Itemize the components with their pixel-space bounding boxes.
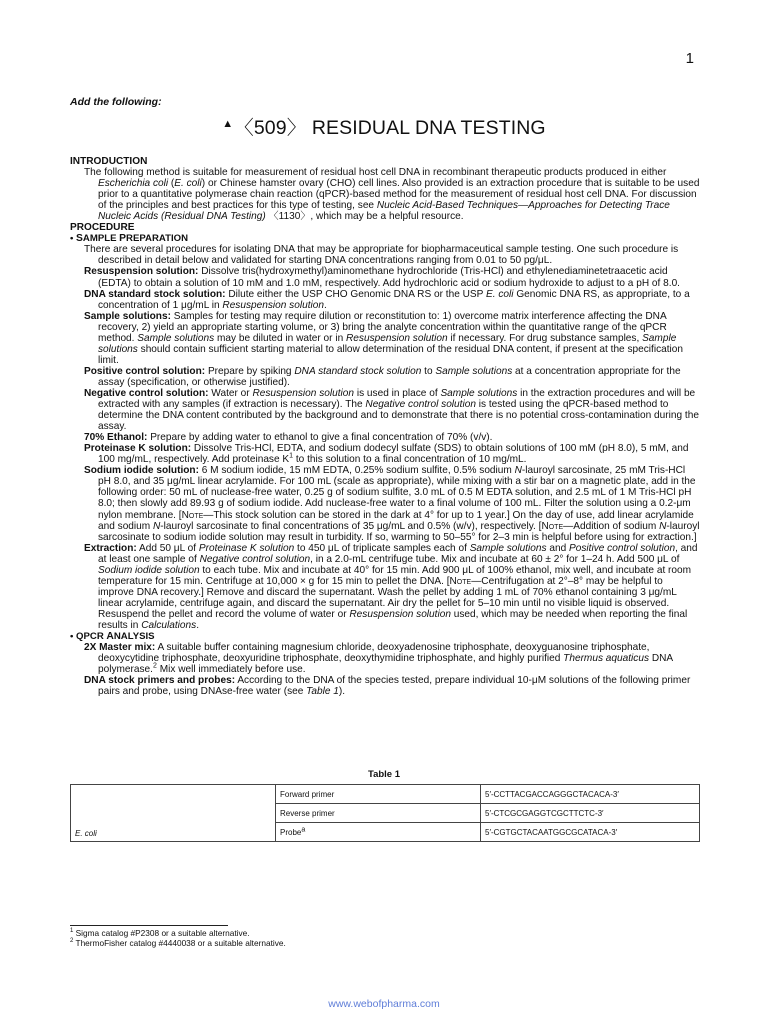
ethanol-solution: 70% Ethanol: Prepare by adding water to ethanol to give a final concentration of 70% (v/v). — [84, 432, 493, 444]
positive-control-solution: Positive control solution: Prepare by spiking DNA standard stock solution to Sample solutions at a concentration appropriate for the assay (specification, or otherwise justified). — [84, 365, 681, 388]
website-link[interactable]: www.webofpharma.com — [328, 998, 440, 1010]
page-number: 1 — [685, 50, 694, 67]
sequence-cell: 5′-CGTGCTACAATGGCGCATACA-3′ — [481, 823, 700, 842]
introduction-heading: INTRODUCTION — [70, 156, 148, 167]
sample-preparation-heading: • SAMPLE PREPARATION — [70, 233, 189, 245]
page-title-text: 〈509〉 RESIDUAL DNA TESTING — [234, 117, 546, 139]
table-caption: Table 1 — [367, 769, 401, 780]
table-footnote-ref: a — [301, 825, 306, 833]
resuspension-solution: Resuspension solution: Dissolve tris(hydroxymethyl)aminomethane hydrochloride (Tris-HCl) and ethylenediaminetetraacetic acid (EDTA) to obtain a solution of 10 mM and 1.0 mM, respectively. Add hydrochloric acid or sodium hydroxide to adjust to a pH of 8.0. — [84, 266, 680, 289]
master-mix: 2X Master mix: A suitable buffer containing magnesium chloride, deoxyadenosine triphosphate, deoxyguanosine triphosphate, deoxycytidine triphosphate, deoxyuridine triphosphate, deoxythymidine triphosphate, and highly purified Thermus aquaticus DNA polymerase.$^2$ Mix well immediately before use. — [84, 642, 673, 676]
sodium-iodide-solution: Sodium iodide solution: 6 M sodium iodide, 15 mM EDTA, 0.25% sodium sulfite, 0.5% sodium N-lauroyl sarcosinate, 25 mM Tris-HCl pH 8.0, and 35 μg/mL linear acrylamide. For 100 mL (scale as appropriate), while mixing with a stir bar on a magnetic plate, add in the following order: 50 mL of nuclease-free water, 0.25 g of sodium sulfite, 3.0 mL of 0.5 M EDTA solution, and 2.5 mL of 1 M Tris-HCl pH 8.0; then slowly add 89.93 g of sodium iodide. Add nuclease-free water to a final volume of 100 mL. Filter the solution using a 0.2-μm nylon membrane. [Note—This stock solution can be stored in the dark at 4° for up to 1 year.] On the day of use, add linear acrylamide and sodium N-lauroyl sarcosinate to final concentrations of 35 μg/mL and 0.5% (w/v), respectively. [Note—Addition of sodium N-lauroyl sarcosinate to sodium iodide solution may result in turbidity. If so, warming to 50–55° for 2–3 min is helpful before using for extraction.] — [84, 465, 700, 543]
dna-standard-stock-solution: DNA standard stock solution: Dilute either the USP CHO Genomic DNA RS or the USP E. coli Genomic DNA RS, as appropriate, to a concentration of 1 μg/mL in Resuspension solution. — [84, 288, 690, 311]
proteinase-k-solution: Proteinase K solution: Dissolve Tris-HCl, EDTA, and sodium dodecyl sulfate (SDS) to obtain solutions of 100 mM (pH 8.0), 5 mM, and 100 mg/mL, respectively. Add proteinase $K^1$ to this solution to a final concentration of 10 mg/mL. — [84, 443, 689, 466]
sequence-cell: 5′-CCTTACGACCAGGGCTACACA-3′ — [481, 785, 700, 804]
primer-label-cell: Reverse primer — [276, 804, 481, 823]
sequence-cell: 5′-CTCGCGAGGTCGCTTCTC-3′ — [481, 804, 700, 823]
footnote-1: $^1$ Sigma catalog #P2308 or a suitable alternative. — [70, 928, 250, 938]
introduction-paragraph: The following method is suitable for measurement of residual host cell DNA in recombinant therapeutic products produced in either Escherichia coli (E. coli) or Chinese hamster ovary (CHO) cell lines. Also provided is an extraction procedure that is suitable to be used prior to a quantitative polymerase chain reaction (qPCR)-based method for the measurement of residual host cell DNA. For discussion of the principles and best practices for this type of testing, see Nucleic Acid-Based Techniques—Approaches for Detecting Trace Nucleic Acids (Residual DNA Testing) 〈1130〉, which may be a helpful resource. — [84, 167, 700, 223]
footnotes — [70, 928, 286, 948]
primer-label-cell: Probe$^a$ — [276, 823, 481, 842]
page-title — [0, 112, 768, 140]
revision-triangle-icon: ▲ — [222, 118, 234, 130]
extraction-procedure: Extraction: Add 50 μL of Proteinase K solution to 450 μL of triplicate samples each of Sample solutions and Positive control solution, and at least one sample of Negative control solution, in a 2.0-mL centrifuge tube. Mix and incubate at 60 ± 2° for 1–24 h. Add 500 μL of Sodium iodide solution to each tube. Mix and incubate at 40° for 15 min. Add 900 μL of 100% ethanol, mix well, and incubate at room temperature for 15 min. Centrifuge at 10,000 × g for 15 min to pellet the DNA. [Note—Centrifugation at 2°–8° may be helpful to improve DNA recovery.] Remove and discard the supernatant. Wash the pellet by adding 1 mL of 70% ethanol containing 3 μg/mL linear acrylamide, centrifuge again, and discard the supernatant. Air dry the pellet for 5–10 min until no visible liquid is observed. Resuspend the pellet and record the volume of water or Resuspension solution used, which may be needed when reporting the final results in Calculations. — [84, 542, 698, 631]
footnote-ref-2: 2 — [152, 662, 157, 670]
qpcr-analysis-heading: • QPCR ANALYSIS — [70, 631, 155, 643]
organism-cell: E. coli — [71, 785, 276, 842]
footnote-ref-1: 1 — [289, 452, 294, 460]
procedure-heading: PROCEDURE — [70, 222, 135, 234]
primer-table — [70, 784, 700, 842]
sample-solutions: Sample solutions: Samples for testing may require dilution or reconstitution to: 1) overcome matrix interference affecting the DNA recovery, 2) yield an appropriate starting volume, or 3) bring the analyte concentration within the quantitative range of the qPCR method. Sample solutions may be diluted in water or in Resuspension solution if necessary. For drug substance samples, Sample solutions should contain sufficient starting material to allow determination of the residual DNA content, if present at the specification limit. — [84, 310, 684, 366]
sample-preparation-intro: There are several procedures for isolating DNA that may be appropriate for biopharmaceutical sample testing. One such procedure is described in detail below and validated for starting DNA concentrations ranging from 0.01 to 50 pg/μL. — [84, 244, 679, 267]
table-row — [71, 785, 700, 804]
footnote-2: $^2$ ThermoFisher catalog #4440038 or a suitable alternative. — [70, 938, 286, 948]
primer-label-cell: Forward primer — [276, 785, 481, 804]
footnote-divider — [70, 925, 228, 926]
add-following-note: Add the following: — [70, 96, 162, 108]
negative-control-solution: Negative control solution: Water or Resuspension solution is used in place of Sample solutions in the extraction procedures and will be extracted with any samples (if extraction is necessary). The Negative control solution is tested using the qPCR-based method to determine the DNA content contributed by the background and to demonstrate that there is no potential cross-contamination during the assay. — [84, 387, 699, 433]
dna-stock-primers: DNA stock primers and probes: According to the DNA of the species tested, prepare individual 10-μM solutions of the following primer pairs and probe, using DNAse-free water (see Table 1). — [84, 675, 691, 698]
document-body — [70, 156, 700, 697]
